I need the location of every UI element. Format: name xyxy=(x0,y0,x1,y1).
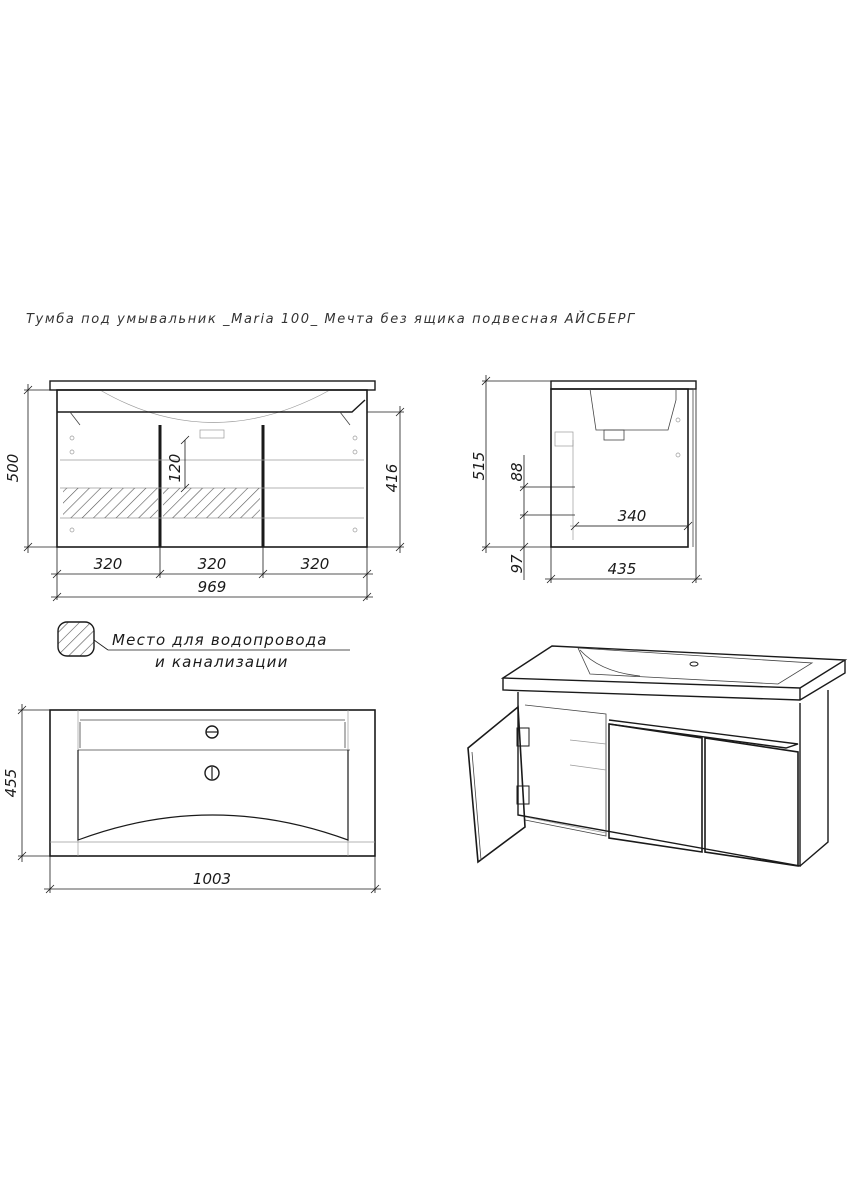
offset-97-label: 97 xyxy=(508,554,526,574)
isometric-view xyxy=(468,646,845,866)
sheet-title: Тумба под умывальник _Maria 100_ Мечта без ящика подвесная АЙСБЕРГ xyxy=(26,312,636,327)
legend-line-1: Место для водопровода xyxy=(112,631,328,649)
hatched-swatch xyxy=(58,622,94,656)
legend-line-2: и канализации xyxy=(155,653,289,671)
legend xyxy=(58,622,350,671)
width-1003-label: 1003 xyxy=(192,870,232,888)
offset-88-label: 88 xyxy=(508,462,526,482)
section-2-width-label: 320 xyxy=(197,555,227,573)
depth-435-label: 435 xyxy=(607,560,637,578)
plumbing-zone-left xyxy=(63,488,158,518)
depth-455-label: 455 xyxy=(2,768,20,798)
plumbing-zone-center xyxy=(163,488,260,518)
inner-depth-340-label: 340 xyxy=(617,507,647,525)
pipe-offset-120-label: 120 xyxy=(166,453,184,483)
height-416-label: 416 xyxy=(383,463,401,493)
side-view xyxy=(470,375,702,583)
height-500-label: 500 xyxy=(4,453,22,483)
section-3-width-label: 320 xyxy=(300,555,330,573)
total-width-969-label: 969 xyxy=(197,578,227,596)
section-1-width-label: 320 xyxy=(93,555,123,573)
top-view xyxy=(2,704,381,893)
front-view xyxy=(4,381,404,601)
height-515-label: 515 xyxy=(470,451,488,481)
